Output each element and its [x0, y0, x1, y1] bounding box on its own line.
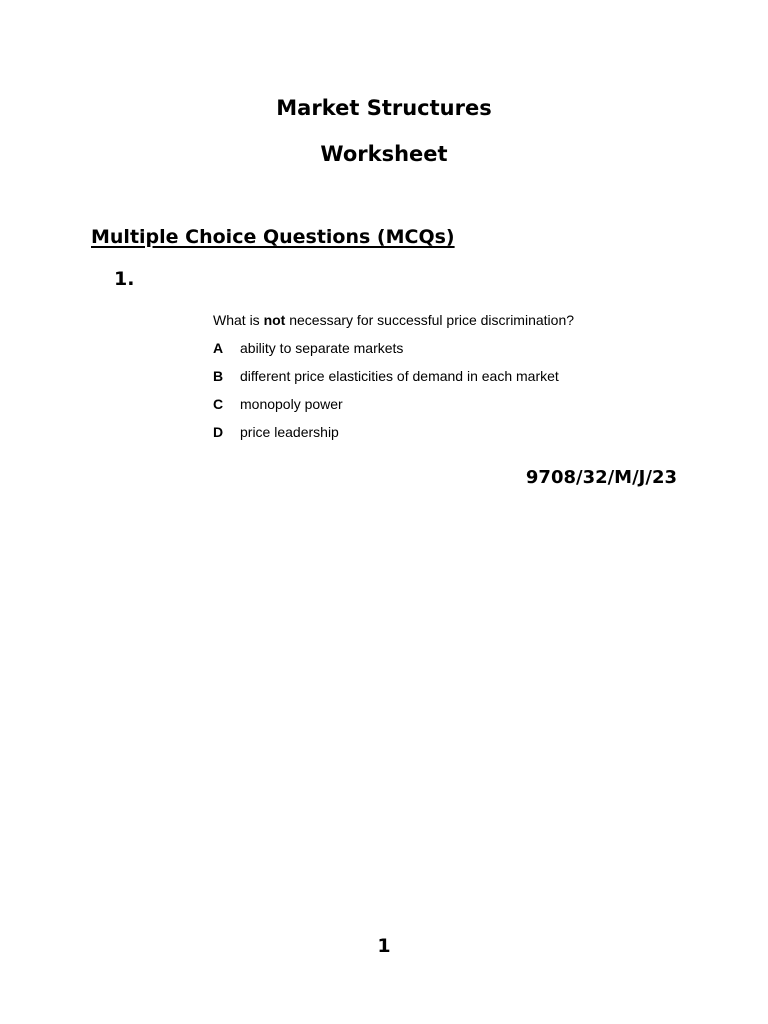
- question-stem-emphasis: not: [263, 312, 286, 328]
- answer-option-b: [213, 368, 633, 396]
- question-stem: [213, 311, 633, 329]
- option-text: monopoly power: [240, 396, 343, 412]
- question-block: [213, 311, 633, 452]
- option-letter: A: [213, 340, 224, 356]
- option-letter: D: [213, 424, 224, 440]
- option-text: different price elasticities of demand in each market: [240, 368, 559, 384]
- option-letter: B: [213, 368, 224, 384]
- option-text: ability to separate markets: [240, 340, 404, 356]
- question-stem-start: What is: [213, 312, 264, 328]
- page-number: 1: [377, 935, 391, 957]
- section-heading: Multiple Choice Questions (MCQs): [91, 226, 455, 248]
- paper-reference: 9708/32/M/J/23: [525, 467, 677, 488]
- answer-option-c: [213, 396, 633, 424]
- answer-options: [213, 340, 633, 452]
- option-letter: C: [213, 396, 224, 412]
- answer-option-a: [213, 340, 633, 368]
- document-title: Market Structures: [276, 96, 492, 120]
- question-number: 1.: [114, 268, 135, 290]
- document-subtitle: Worksheet: [320, 142, 448, 166]
- answer-option-d: [213, 424, 633, 452]
- question-stem-end: necessary for successful price discrimination?: [285, 312, 575, 328]
- option-text: price leadership: [240, 424, 339, 440]
